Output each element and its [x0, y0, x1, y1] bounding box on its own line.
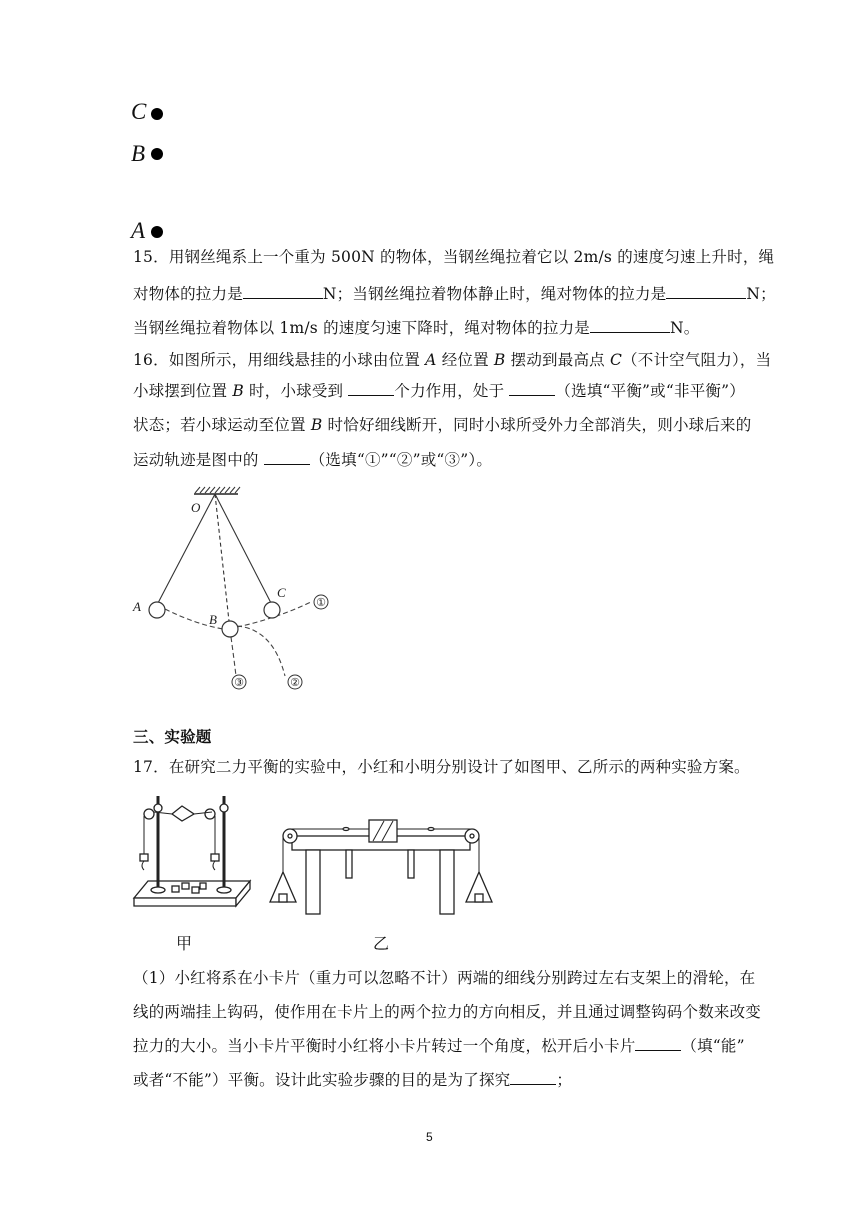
label-pos-b: B [209, 612, 217, 627]
apparatus-yi-figure [266, 814, 500, 918]
ceiling-hatch [195, 487, 240, 493]
section-title: 三、实验题 [133, 727, 212, 746]
q17-para-line4: 或者“不能”）平衡。设计此实验步骤的目的是为了探究 ； [133, 1071, 573, 1089]
q15-line2: 对物体的拉力是 N；当钢丝绳拉着物体静止时，绳对物体的拉力是 N； [133, 285, 776, 303]
q17-para-line2: 线的两端挂上钩码，使作用在卡片上的两个拉力的方向相反，并且通过调整钩码个数来改变 [133, 1003, 762, 1021]
answer-blank [635, 1035, 681, 1051]
apparatus-jia-figure [130, 786, 252, 916]
q16-line1: 16．如图所示，用细线悬挂的小球由位置 A 经位置 B 摆动到最高点 C（不计空气阻力），当 [133, 351, 772, 369]
weight-right [211, 854, 219, 861]
q17-intro: 17．在研究二力平衡的实验中，小红和小明分别设计了如图甲、乙所示的两种实验方案。 [133, 758, 750, 776]
q16-line2: 小球摆到位置 B 时，小球受到 个力作用，处于 （选填“平衡”或“非平衡”） [133, 382, 745, 400]
paper-card [172, 806, 194, 821]
ball-c [264, 602, 280, 618]
page-number: 5 [426, 1130, 433, 1144]
answer-blank [264, 449, 310, 465]
answer-blank [243, 283, 323, 299]
dot-b [151, 148, 163, 160]
label-a: A [131, 218, 146, 243]
q16-line3: 状态；若小球运动至位置 B 时恰好细线断开，同时小球所受外力全部消失，则小球后来的 [133, 416, 752, 434]
label-o: O [191, 500, 201, 515]
base-board-front [134, 898, 236, 906]
string-b-dashed [215, 494, 229, 621]
label-trajectory-1: ① [316, 597, 326, 609]
string-c [215, 494, 271, 603]
pendulum-figure [125, 484, 330, 694]
caption-jia: 甲 [176, 934, 193, 953]
string-a [158, 494, 215, 603]
q16-line4: 运动轨迹是图中的 （选填“①”“②”或“③”）。 [133, 451, 493, 469]
label-trajectory-2: ② [290, 677, 300, 689]
dot-a [151, 226, 163, 238]
answer-blank [590, 317, 670, 333]
q17-para-line1: （1）小红将系在小卡片（重力可以忽略不计）两端的细线分别跨过左右支架上的滑轮，在 [133, 969, 756, 987]
pulley-left [144, 809, 154, 819]
q15-line3: 当钢丝绳拉着物体以 1m/s 的速度匀速下降时，绳对物体的拉力是 N。 [133, 319, 700, 337]
answer-blank [509, 380, 555, 396]
q17-para-line3: 拉力的大小。当小卡片平衡时小红将小卡片转过一个角度，松开后小卡片 （填“能” [133, 1037, 745, 1055]
trajectory-2 [237, 626, 285, 676]
label-pos-a: A [133, 599, 141, 614]
ball-a [149, 602, 165, 618]
answer-blank [666, 283, 746, 299]
label-pos-c: C [277, 585, 286, 600]
label-c: C [131, 99, 147, 124]
caption-yi: 乙 [373, 934, 390, 953]
pulley-right [205, 809, 215, 819]
ball-b [222, 621, 238, 637]
trajectory-3 [231, 637, 236, 676]
label-trajectory-3: ③ [234, 677, 244, 689]
dot-c [151, 108, 163, 120]
q15-line1: 15．用钢丝绳系上一个重为 500N 的物体，当钢丝绳拉着它以 2m/s 的速度匀速上升时，绳 [133, 248, 775, 266]
weight-left [140, 854, 148, 861]
answer-blank [348, 380, 394, 396]
answer-blank [510, 1069, 556, 1085]
label-b: B [131, 141, 146, 166]
